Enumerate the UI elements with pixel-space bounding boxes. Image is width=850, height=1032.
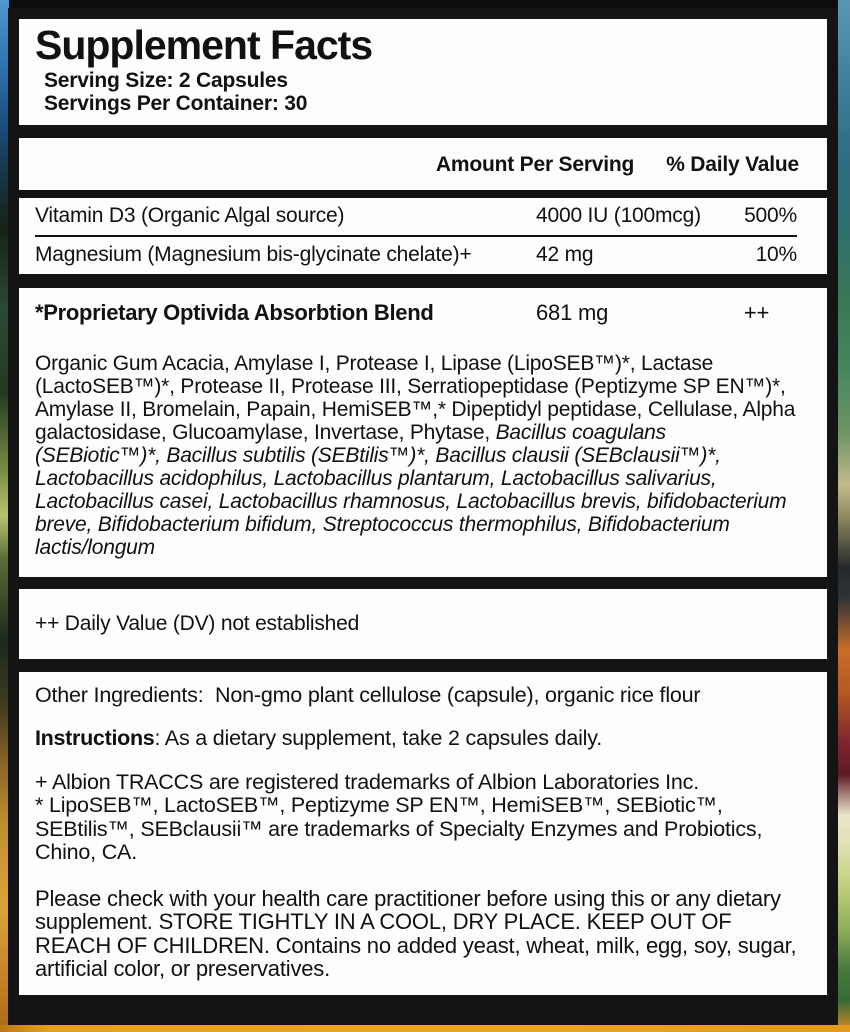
daily-value-note: ++ Daily Value (DV) not established [35,611,360,635]
blend-header-row [35,297,797,329]
blend-daily-value: ++ [743,299,770,325]
daily-value-note-section [19,589,827,659]
proprietary-blend-section [19,288,827,577]
trademark-seb: * LipoSEB™, LactoSEB™, Peptizyme SP EN™, HemiSEB™, SEBiotic™, SEBtilis™, SEBclausii™ are trademarks of Specialty Enzymes and Probiotics, Chino, CA. [35,793,763,865]
nutrient-name: Magnesium (Magnesium bis-glycinate chelate)+ [35,243,472,267]
background-photo-right-edge [838,0,850,1032]
title-section [19,19,827,125]
blend-name: *Proprietary Optivida Absorbtion Blend [35,299,434,325]
column-header-row [19,138,827,190]
footer-section [19,672,827,995]
blend-ingredients-italic: Bacillus coagulans (SEBiotic™)*, Bacillus subtilis (SEBtilis™)*, Bacillus clausii (SEBclausii™)*, Lactobacillus acidophilus, Lactobacillus plantarum, Lactobacillus salivarius, Lactobacillus casei, Lactobacillus rhamnosus, Lactobacillus brevis, bifidobacterium breve, Bifidobacterium bifidum, Streptococcus thermophilus, Bifidobacterium lactis/longum [35,420,787,559]
nutrient-daily-value: 10% [755,243,797,267]
blend-ingredients-paragraph [35,352,797,559]
nutrient-name: Vitamin D3 (Organic Algal source) [35,204,345,228]
serving-size: Serving Size: 2 Capsules [44,68,288,92]
warning-text: Please check with your health care practitioner before using this or any dietary supplement. STORE TIGHTLY IN A COOL, DRY PLACE. KEEP OUT OF REACH OF CHILDREN. Contains no added yeast, wheat, milk, egg, soy, sugar, artificial color, or preservatives. [35,885,797,982]
other-ingredients: Other Ingredients: Non-gmo plant cellulose (capsule), organic rice flour [35,682,701,707]
nutrient-daily-value: 500% [744,204,797,228]
servings-per-container: Servings Per Container: 30 [44,91,308,115]
trademark-note [35,771,797,865]
table-row-vitamin-d3 [35,198,797,235]
nutrient-amount: 42 mg [536,243,594,267]
column-header-amount: Amount Per Serving [435,152,635,176]
blend-ingredients-regular: Organic Gum Acacia, Amylase I, Protease I, Lipase (LipoSEB™)*, Lactase (LactoSEB™)*, Protease II, Protease III, Serratiopeptidase (Peptizyme SP EN™)*, Amylase II, Bromelain, Papain, HemiSEB™,* Dipeptidyl peptidase, Cellulase, Alpha galactosidase, Glucoamylase, Invertase, Phytase, [35,351,796,444]
nutrients-table [19,198,827,274]
instructions [35,727,797,751]
supplement-facts-panel [8,8,838,1025]
instructions-label: Instructions [35,726,155,751]
blend-amount: 681 mg [536,299,609,325]
column-header-daily-value: % Daily Value [666,152,799,176]
nutrient-amount: 4000 IU (100mcg) [536,204,701,228]
background-bottom-strip [0,1025,850,1032]
trademark-albion: + Albion TRACCS are registered trademarks of Albion Laboratories Inc. [35,769,699,794]
table-row-magnesium [35,235,797,274]
instructions-text: : As a dietary supplement, take 2 capsules daily. [154,726,602,751]
panel-title: Supplement Facts [35,22,373,68]
